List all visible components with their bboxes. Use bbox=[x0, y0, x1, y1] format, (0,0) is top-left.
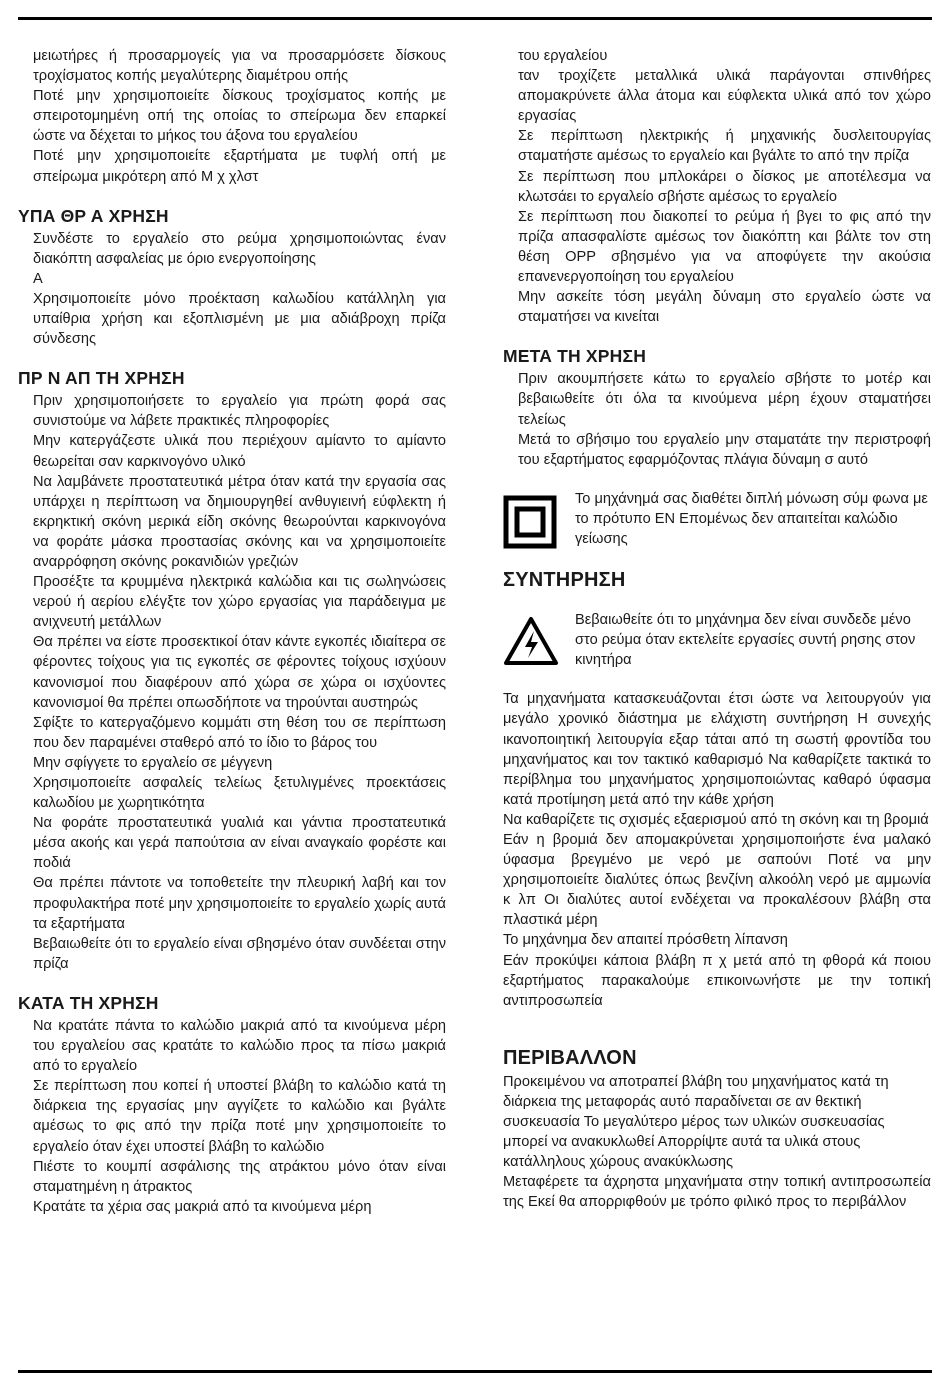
section-heading: ΥΠΑ ΘΡ Α ΧΡΗΣΗ bbox=[18, 205, 169, 226]
spacer bbox=[503, 1030, 931, 1046]
paragraph: Θα πρέπει πάντοτε να τοποθετείτε την πλευρική λαβή και τον προφυλακτήρα ποτέ μην χρησιμοποιείτε το εργαλείο χωρίς αυτά τα εξαρτήματα bbox=[33, 875, 446, 932]
spacer bbox=[503, 670, 931, 689]
paragraph: Θα πρέπει να είστε προσεκτικοί όταν κάντε εγκοπές ιδιαίτερα σε φέροντες τοίχους για τις εγκοπές σε φέροντες τοίχους ισχύουν κανονισμοί που διαφέρουν από χώρα σε χώρα οι ισχύοντες κανονισμοί θα πρέπει οπωσδήποτε να τηρούνται αυστηρώς bbox=[33, 634, 446, 711]
top-rule bbox=[18, 17, 932, 20]
paragraph: Μην κατεργάζεστε υλικά που περιέχουν αμίαντο το αμίαντο θεωρείται σαν καρκινογόνο υλικό bbox=[33, 433, 446, 470]
paragraph: Ποτέ μην χρησιμοποιείτε εξαρτήματα με τυφλή οπή με σπείρωμα μικρότερη από M χ χλστ bbox=[33, 148, 446, 185]
electric-hazard-icon bbox=[503, 610, 561, 666]
paragraph: Να φοράτε προστατευτικά γυαλιά και γάντια προστατευτικά μέσα ακοής και γερά παπούτσια αν είναι αναγκαίο φορέστε και ποδιά bbox=[33, 815, 446, 872]
paragraph: Μην σφίγγετε το εργαλείο σε μέγγενη bbox=[33, 754, 273, 771]
bottom-rule bbox=[18, 1370, 932, 1373]
spacer bbox=[18, 349, 446, 368]
spacer bbox=[503, 327, 931, 346]
paragraph: Συνδέστε το εργαλείο στο ρεύμα χρησιμοποιώντας έναν διακόπτη ασφαλείας με όριο ενεργοποίησης bbox=[33, 230, 446, 267]
icon-notice bbox=[503, 610, 931, 670]
section-heading: ΜΕΤΑ ΤΗ ΧΡΗΣΗ bbox=[503, 346, 647, 367]
notice-text: Βεβαιωθείτε ότι το μηχάνημα δεν είναι συνδεδε μένο στο ρεύμα όταν εκτελείτε εργασίες συντή ρησης στον κινητήρα bbox=[575, 612, 916, 669]
double-insulation-icon bbox=[503, 489, 561, 549]
paragraph: Πιέστε το κουμπί ασφάλισης της ατράκτου μόνο όταν είναι σταματημένη η άτρακτος bbox=[33, 1158, 446, 1195]
paragraph: του εργαλείου bbox=[518, 48, 608, 64]
spacer bbox=[503, 1011, 931, 1030]
paragraph: Βεβαιωθείτε ότι το εργαλείο είναι σβησμένο όταν συνδέεται στην πρίζα bbox=[33, 935, 446, 972]
icon-notice bbox=[503, 489, 931, 549]
paragraph: Μην ασκείτε τόση μεγάλη δύναμη στο εργαλείο ώστε να σταματήσει να κινείται bbox=[518, 289, 931, 326]
paragraph: Χρησιμοποιείτε ασφαλείς τελείως ξετυλιγμένες προεκτάσεις καλωδίου με χωρητικότητα bbox=[33, 775, 446, 812]
paragraph: Να λαμβάνετε προστατευτικά μέτρα όταν κατά την εργασία σας υπάρχει η περίπτωση να δημιουργηθεί ανθυγιεινή εύφλεκτη ή εκρηκτική σκόνη μερικά είδη σκόνης θεωρούνται καρκινογόνα να φοράτε μάσκα προστασίας σκόνης και να χρησιμοποιείτε αναρρόφηση σκόνης ροκανιδιών γρεζιών bbox=[33, 473, 446, 570]
spacer bbox=[18, 187, 446, 206]
paragraph: Να κρατάτε πάντα το καλώδιο μακριά από τα κινούμενα μέρη του εργαλείου σας κρατάτε το καλώδιο προς τα πίσω μακριά από το εργαλείο bbox=[33, 1017, 446, 1075]
paragraph: Σφίξτε το κατεργαζόμενο κομμάτι στη θέση του σε περίπτωση που δεν παραμένει σταθερό από το ίδιο το βάρος του bbox=[33, 714, 446, 751]
paragraph: A bbox=[33, 270, 43, 287]
paragraph: Τα μηχανήματα κατασκευάζονται έτσι ώστε να λειτουργούν για μεγάλο χρονικό διάστημα με ελάχιστη συντήρηση Η συνεχής ικανοποιητική λειτουργία εξαρ τάται από τη σωστή φροντίδα του μηχανήματος και τον τακτικό καθαρισμό Να καθαρίζετε τακτικά το περίβλημα του μηχανήματος χρησιμοποιώντας καθαρό ύφασμα κατά προτίμηση μετά από την κάθε χρήση bbox=[503, 691, 931, 808]
spacer bbox=[503, 549, 931, 568]
spacer bbox=[18, 974, 446, 993]
paragraph: Προσέξτε τα κρυμμένα ηλεκτρικά καλώδια και τις σωληνώσεις νερού ή αερίου ελέγξτε τον χώρο εργασίας για παράδειγμα με ανιχνευτή μετάλλων bbox=[33, 574, 446, 631]
paragraph: Μετά το σβήσιμο του εργαλείο μην σταματάτε την περιστροφή του εξαρτήματος εφαρμόζοντας πλάγια δύναμη σ αυτό bbox=[518, 431, 931, 468]
paragraph: Εάν προκύψει κάποια βλάβη π χ μετά από τη φθορά κά ποιου εξαρτήματος παρακαλούμε επικοινωνήστε με την τοπική αντιπροσωπεία bbox=[503, 952, 931, 1009]
right-column bbox=[503, 46, 931, 1213]
section-heading: ΚΑΤΑ ΤΗ ΧΡΗΣΗ bbox=[18, 992, 159, 1013]
paragraph: Να καθαρίζετε τις σχισμές εξαερισμού από τη σκόνη και τη βρομιά bbox=[503, 811, 929, 828]
paragraph: Πριν χρησιμοποιήσετε το εργαλείο για πρώτη φορά σας συνιστούμε να λάβετε πρακτικές πληροφορίες bbox=[33, 393, 446, 430]
section-heading: ΣΥΝΤΗΡΗΣΗ bbox=[503, 569, 626, 592]
paragraph: μειωτήρες ή προσαρμογείς για να προσαρμόσετε δίσκους τροχίσματος κοπής μεγαλύτερης διαμέτρου οπής bbox=[33, 48, 446, 85]
paragraph: Κρατάτε τα χέρια σας μακριά από τα κινούμενα μέρη bbox=[33, 1198, 372, 1215]
section-heading: ΠΕΡΙΒΑΛΛΟΝ bbox=[503, 1046, 637, 1069]
paragraph: Σε περίπτωση που διακοπεί το ρεύμα ή βγει το φις από την πρίζα απασφαλίστε αμέσως τον διακόπτη και βάλτε τον στη θέση OPP σβησμένο για να αποφύγετε την ακούσια επανενεργοποίηση του εργαλείου bbox=[518, 208, 931, 286]
paragraph: Σε περίπτωση που μπλοκάρει ο δίσκος με αποτέλεσμα να κλωτσάει το εργαλείο σβήστε αμέσως το εργαλείο bbox=[518, 168, 931, 205]
spacer bbox=[503, 470, 931, 489]
paragraph: Σε περίπτωση ηλεκτρικής ή μηχανικής δυσλειτουργίας σταματήστε αμέσως το εργαλείο και βγάλτε το από την πρίζα bbox=[518, 128, 931, 165]
section-heading: ΠΡ Ν ΑΠ ΤΗ ΧΡΗΣΗ bbox=[18, 368, 185, 389]
paragraph: Το μηχάνημα δεν απαιτεί πρόσθετη λίπανση bbox=[503, 932, 788, 949]
paragraph: Ποτέ μην χρησιμοποιείτε δίσκους τροχίσματος κοπής με σπειροτομημένη οπή της οποίας το σπείρωμα δεν επαρκεί ώστε να δέχεται το μήκος του άξονα του εργαλείου bbox=[33, 88, 446, 145]
spacer bbox=[503, 594, 931, 610]
paragraph: Πριν ακουμπήσετε κάτω το εργαλείο σβήστε το μοτέρ και βεβαιωθείτε ότι όλα τα κινούμενα μέρη έχουν σταματήσει τελείως bbox=[518, 371, 931, 428]
paragraph: Προκειμένου να αποτραπεί βλάβη του μηχανήματος κατά τη διάρκεια της μεταφοράς αυτό παραδίνεται σε αν θεκτική συσκευασία Το μεγαλύτερο μέρος των υλικών συσκευασίας μπορεί να ανακυκλωθεί Απορρίψτε αυτά τα υλικά στους κατάλληλους χώρους ανακύκλωσης bbox=[503, 1073, 889, 1171]
left-column bbox=[18, 46, 446, 1217]
notice-text: Το μηχάνημά σας διαθέτει διπλή μόνωση σύμ φωνα με το πρότυπο EN Επομένως δεν απαιτείται καλώδιο γείωσης bbox=[575, 490, 928, 547]
paragraph: Σε περίπτωση που κοπεί ή υποστεί βλάβη το καλώδιο κατά τη διάρκεια της εργασίας μην αγγίζετε το καλώδιο και βγάλτε αμέσως το φις από την πρίζα ποτέ μην χρησιμοποιείτε το εργαλείο όταν έχει υποστεί βλάβη το καλώδιο bbox=[33, 1078, 446, 1155]
paragraph: Εάν η βρομιά δεν απομακρύνεται χρησιμοποιήστε ένα μαλακό ύφασμα βρεγμένο με νερό με σαπούνι Ποτέ να μην χρησιμοποιείτε διαλύτες όπως βενζίνη αλκοόλη νερό με αμμωνία κ λπ Οι διαλύτες αυτοί ενδέχεται να προκαλέσουν βλάβη στα πλαστικά μέρη bbox=[503, 832, 931, 929]
paragraph: Χρησιμοποιείτε μόνο προέκταση καλωδίου κατάλληλη για υπαίθρια χρήση και εξοπλισμένη με μια αδιάβροχη πρίζα σύνδεσης bbox=[33, 290, 446, 348]
paragraph: Μεταφέρετε τα άχρηστα μηχανήματα στην τοπική αντιπροσωπεία της Εκεί θα απορριφθούν με τρόπο φιλικό προς το περιβάλλον bbox=[503, 1174, 931, 1211]
paragraph: ταν τροχίζετε μεταλλικά υλικά παράγονται σπινθήρες απομακρύνετε άλλα άτομα και εύφλεκτα υλικά από τον χώρο εργασίας bbox=[518, 68, 931, 125]
